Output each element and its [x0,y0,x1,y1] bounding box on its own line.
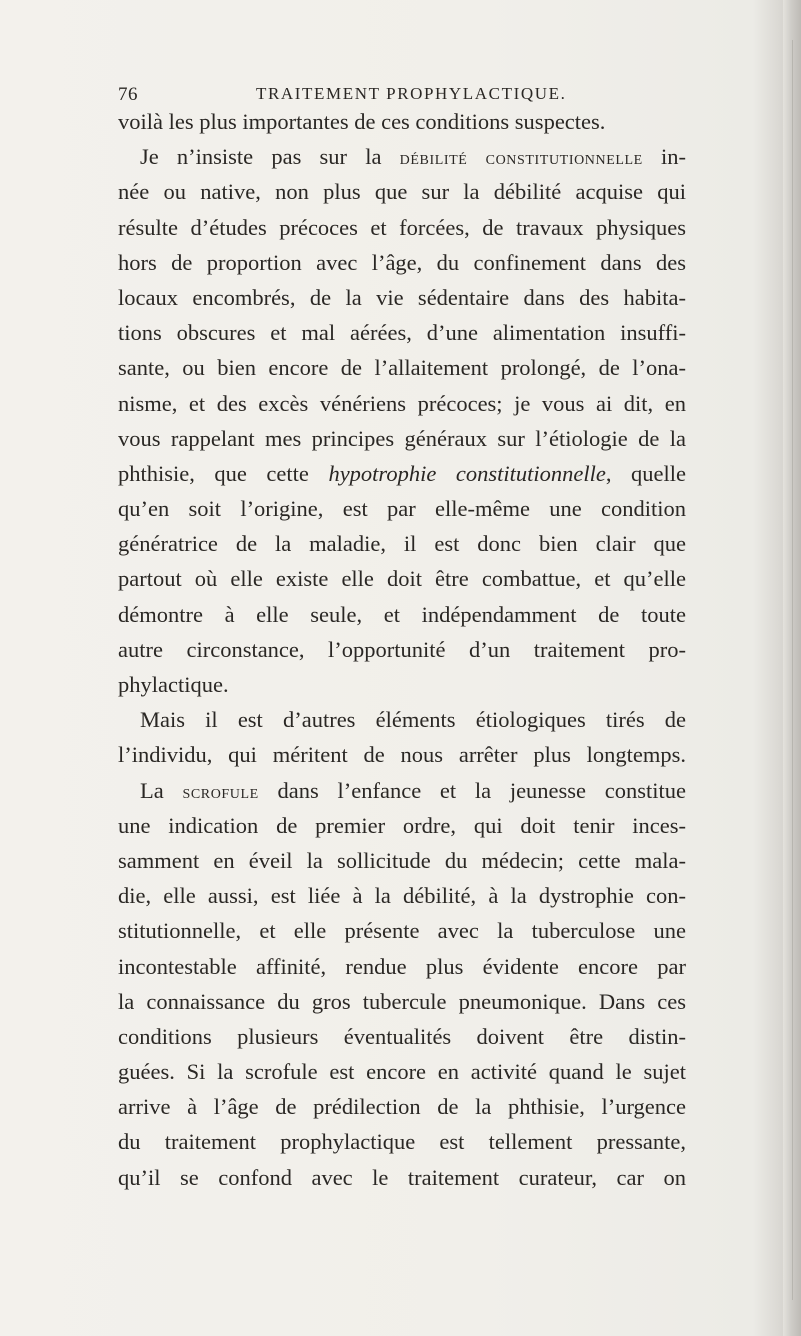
small-caps-term: scrofule [182,780,259,803]
text-run: qu’il se confond avec le traitement curateur, car on [118,1164,686,1190]
text-run: conditions plusieurs éventualités doivent être distin- [118,1023,686,1049]
text-run: l’individu, qui méritent de nous arrêter plus longtemps. [118,742,686,768]
text-line [118,632,686,667]
running-head: TRAITEMENT PROPHYLACTIQUE. [256,84,567,103]
text-run: vous rappelant mes principes généraux sur l’étiologie de la [118,425,686,451]
text-line [118,1089,686,1124]
text-run: la connaissance du gros tubercule pneumonique. Dans ces [118,988,686,1014]
text-line [118,949,686,984]
text-line [118,843,686,878]
text-line [118,245,686,280]
text-run: Mais il est d’autres éléments étiologiques tirés de [140,707,686,733]
text-line [118,1054,686,1089]
text-run: guées. Si la scrofule est encore en activité quand le sujet [118,1059,686,1085]
italic-term: hypotrophie constitutionnelle [328,460,606,486]
text-line [118,210,686,245]
text-run: incontestable affinité, rendue plus évidente encore par [118,953,686,979]
text-run: , quelle [605,460,686,486]
page-edge-line [792,40,793,1300]
text-run: phthisie, que cette [118,460,329,486]
text-line [118,315,686,350]
text-line [118,1124,686,1159]
text-line [118,280,686,315]
text-line [118,104,686,139]
text-run: in- [642,144,687,170]
small-caps-term: débilité constitutionnelle [399,147,643,170]
text-line [118,139,686,174]
text-run: génératrice de la maladie, il est donc bien clair que [118,531,686,557]
text-run: autre circonstance, l’opportunité d’un traitement pro- [118,636,686,662]
text-run: die, elle aussi, est liée à la débilité, à la dystrophie con- [118,883,686,909]
text-run: du traitement prophylactique est tellement pressante, [118,1129,686,1155]
text-run: tions obscures et mal aérées, d’une alimentation insuffi- [118,320,686,346]
text-run: hors de proportion avec l’âge, du confinement dans des [118,249,686,275]
page-number: 76 [118,84,138,105]
text-run: voilà les plus importantes de ces conditions suspectes. [118,109,606,134]
text-run: dans l’enfance et la jeunesse constitue [258,777,686,803]
text-line [118,913,686,948]
text-run: nisme, et des excès vénériens précoces; je vous ai dit, en [118,390,686,416]
text-line [118,667,686,702]
text-run: sante, ou bien encore de l’allaitement prolongé, de l’ona- [118,355,686,381]
text-line [118,386,686,421]
page-edge [783,0,801,1336]
text-run: stitutionnelle, et elle présente avec la tuberculose une [118,918,686,944]
text-run: samment en éveil la sollicitude du médecin; cette mala- [118,847,686,873]
text-line [118,561,686,596]
text-run: née ou native, non plus que sur la débilité acquise qui [118,179,686,205]
text-run: Je n’insiste pas sur la [140,144,400,170]
text-run: partout où elle existe elle doit être combattue, et qu’elle [118,566,686,592]
text-run: arrive à l’âge de prédilection de la phthisie, l’urgence [118,1094,686,1120]
text-line [118,350,686,385]
text-run: une indication de premier ordre, qui doit tenir inces- [118,812,686,838]
text-run: locaux encombrés, de la vie sédentaire dans des habita- [118,284,686,310]
text-line [118,526,686,561]
text-line [118,773,686,808]
text-line [118,702,686,737]
text-line [118,1019,686,1054]
text-run: La [140,777,183,803]
text-run: démontre à elle seule, et indépendamment de toute [118,601,686,627]
text-line [118,878,686,913]
body-text [118,104,686,1195]
text-line [118,737,686,772]
text-line [118,456,686,491]
text-line [118,174,686,209]
text-line [118,984,686,1019]
text-run: phylactique. [118,672,229,697]
text-line [118,1160,686,1195]
text-line [118,421,686,456]
text-run: qu’en soit l’origine, est par elle-même une condition [118,496,686,522]
text-line [118,597,686,632]
text-line [118,491,686,526]
text-line [118,808,686,843]
text-run: résulte d’études précoces et forcées, de travaux physiques [118,214,686,240]
